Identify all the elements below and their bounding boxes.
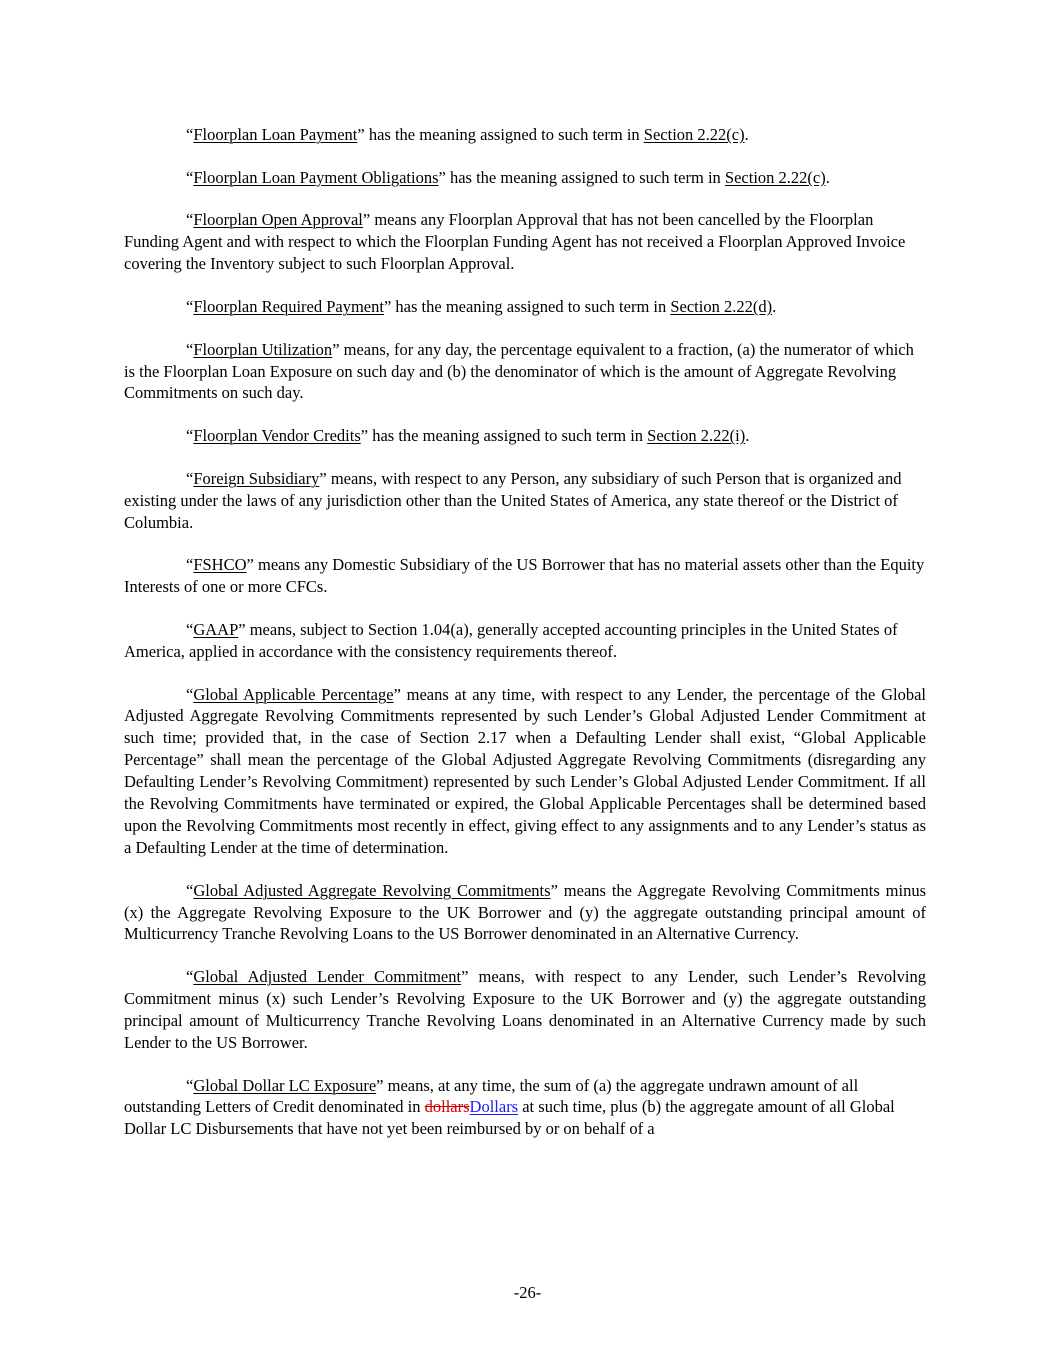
definition-text: ” has the meaning assigned to such term in (438, 167, 725, 187)
definition-text: ” means, for any day, the percentage equivalent to a fraction, (a) the numerator of which is the Floorplan Loan Exposure on such day and (b) the denominator of which is the amount of Aggregate Revolving Commitments on such day. (124, 339, 914, 403)
definition-text: ” has the meaning assigned to such term in (360, 426, 648, 446)
inserted-text: Dollars (469, 1097, 519, 1117)
definition-text: ” means, with respect to any Lender, such Lender’s Revolving Commitment minus (x) such Lender’s Revolving Exposure to the UK Borrower and (y) the aggregate outstanding principal amount of Multicurrency Tranche Revolving Loans denominated in an Alternative Currency made by such Lender to the US Borrower. (124, 967, 926, 1052)
defined-term: Foreign Subsidiary (193, 468, 320, 488)
defined-term: GAAP (193, 619, 239, 639)
definition-floorplan-loan-payment: “Floorplan Loan Payment” has the meaning assigned to such term in Section 2.22(c). (186, 125, 749, 144)
definition-text: ” means at any time, with respect to any Lender, the percentage of the Global Adjusted Aggregate Revolving Commitments represented by such Lender’s Global Adjusted Lender Commitment at such time; provided that, in the case of Section 2.17 when a Defaulting Lender shall exist, “Global Applicable Percentage” shall mean the percentage of the Global Adjusted Aggregate Revolving Commitments (disregarding any Defaulting Lender’s Revolving Commitment) represented by such Lender’s Global Adjusted Lender Commitment. If all the Revolving Commitments have terminated or expired, the Global Applicable Percentages shall be determined based upon the Revolving Commitments most recently in effect, giving effect to any assignments and to any Lender’s status as a Defaulting Lender at the time of determination. (124, 684, 926, 857)
defined-term: Floorplan Open Approval (193, 210, 363, 230)
definition-text: . (772, 296, 777, 316)
document-body (124, 124, 926, 1161)
section-reference: Section 2.22(i) (647, 426, 746, 446)
definition-text: ” means, at any time, the sum of (a) the aggregate undrawn amount of all outstanding Letters of Credit denominated in (124, 1075, 859, 1117)
defined-term: Global Applicable Percentage (193, 684, 394, 704)
definition-floorplan-vendor-credits: “Floorplan Vendor Credits” has the meaning assigned to such term in Section 2.22(i). (186, 426, 750, 446)
defined-term: Global Adjusted Aggregate Revolving Commitments (193, 880, 551, 900)
definition-text: ” has the meaning assigned to such term in (357, 125, 644, 144)
definition-foreign-subsidiary: “Foreign Subsidiary” means, with respect to any Person, any subsidiary of such Person that is organized and existing under the laws of any jurisdiction other than the United States of America, any state thereof or the District of Columbia. (124, 468, 902, 532)
section-reference: Section 2.22(d) (670, 296, 773, 316)
definition-text: at such time, plus (b) the aggregate amount of all Global Dollar LC Disbursements that have not yet been reimbursed by or on behalf of a (124, 1097, 895, 1139)
definition-fshco: “FSHCO” means any Domestic Subsidiary of the US Borrower that has no material assets other than the Equity Interests of one or more CFCs. (124, 555, 925, 597)
page-number: -26- (513, 1283, 542, 1302)
definition-text: ” means the Aggregate Revolving Commitments minus (x) the Aggregate Revolving Exposure to the UK Borrower and (y) the aggregate outstanding principal amount of Multicurrency Tranche Revolving Loans to the US Borrower denominated in an Alternative Currency. (124, 880, 926, 944)
definition-text: ” means, with respect to any Person, any subsidiary of such Person that is organized and existing under the laws of any jurisdiction other than the United States of America, any state thereof or the District of Columbia. (124, 468, 902, 532)
defined-term: Floorplan Loan Payment (193, 125, 358, 144)
definition-text: ” means, subject to Section 1.04(a), generally accepted accounting principles in the United States of America, applied in accordance with the consistency requirements thereof. (124, 619, 898, 661)
definition-text: . (744, 125, 749, 144)
defined-term: Floorplan Required Payment (193, 296, 384, 316)
definition-text: ” has the meaning assigned to such term in (383, 296, 671, 316)
definition-global-applicable-percentage: “Global Applicable Percentage” means at any time, with respect to any Lender, the percentage of the Global Adjusted Aggregate Revolving Commitments represented by such Lender’s Global Adjusted Lender Commitment at such time; provided that, in the case of Section 2.17 when a Defaulting Lender shall exist, “Global Applicable Percentage” shall mean the percentage of the Global Adjusted Aggregate Revolving Commitments (disregarding any Defaulting Lender’s Revolving Commitment) represented by such Lender’s Global Adjusted Lender Commitment. If all the Revolving Commitments have terminated or expired, the Global Applicable Percentages shall be determined based upon the Revolving Commitments most recently in effect, giving effect to any assignments and to any Lender’s status as a Defaulting Lender at the time of determination. (124, 684, 926, 857)
defined-term: FSHCO (193, 555, 247, 575)
definition-global-dollar-lc-exposure: “Global Dollar LC Exposure” means, at any time, the sum of (a) the aggregate undrawn amount of all outstanding Letters of Credit denominated in dollarsDollars at such time, plus (b) the aggregate amount of all Global Dollar LC Disbursements that have not yet been reimbursed by or on behalf of a (124, 1075, 895, 1139)
definition-global-adjusted-aggregate-revolving-commitments: “Global Adjusted Aggregate Revolving Commitments” means the Aggregate Revolving Commitments minus (x) the Aggregate Revolving Exposure to the UK Borrower and (y) the aggregate outstanding principal amount of Multicurrency Tranche Revolving Loans to the US Borrower denominated in an Alternative Currency. (124, 880, 926, 944)
defined-term: Floorplan Vendor Credits (193, 426, 361, 446)
definition-text: ” means any Floorplan Approval that has not been cancelled by the Floorplan Funding Agent and with respect to which the Floorplan Funding Agent has not received a Floorplan Approved Invoice covering the Inventory subject to such Floorplan Approval. (124, 210, 906, 274)
defined-term: Floorplan Utilization (193, 339, 333, 359)
definition-text: ” means any Domestic Subsidiary of the US Borrower that has no material assets other than the Equity Interests of one or more CFCs. (124, 555, 925, 597)
definition-text: . (745, 426, 750, 446)
definition-floorplan-required-payment: “Floorplan Required Payment” has the meaning assigned to such term in Section 2.22(d). (186, 296, 777, 316)
definition-gaap: “GAAP” means, subject to Section 1.04(a), generally accepted accounting principles in the United States of America, applied in accordance with the consistency requirements thereof. (124, 619, 898, 661)
definition-text: . (825, 167, 830, 187)
definition-floorplan-open-approval: “Floorplan Open Approval” means any Floorplan Approval that has not been cancelled by the Floorplan Funding Agent and with respect to which the Floorplan Funding Agent has not received a Floorplan Approved Invoice covering the Inventory subject to such Floorplan Approval. (124, 210, 906, 274)
definition-global-adjusted-lender-commitment: “Global Adjusted Lender Commitment” means, with respect to any Lender, such Lender’s Revolving Commitment minus (x) such Lender’s Revolving Exposure to the UK Borrower and (y) the aggregate outstanding principal amount of Multicurrency Tranche Revolving Loans denominated in an Alternative Currency made by such Lender to the US Borrower. (124, 967, 926, 1052)
definition-floorplan-loan-payment-obligations: “Floorplan Loan Payment Obligations” has the meaning assigned to such term in Section 2.22(c). (186, 167, 830, 187)
definition-floorplan-utilization: “Floorplan Utilization” means, for any day, the percentage equivalent to a fraction, (a) the numerator of which is the Floorplan Loan Exposure on such day and (b) the denominator of which is the amount of Aggregate Revolving Commitments on such day. (124, 339, 914, 403)
defined-term: Global Adjusted Lender Commitment (193, 967, 462, 987)
section-reference: Section 2.22(c) (643, 125, 745, 144)
section-reference: Section 2.22(c) (724, 167, 826, 187)
defined-term: Floorplan Loan Payment Obligations (193, 167, 439, 187)
defined-term: Global Dollar LC Exposure (193, 1075, 377, 1095)
deleted-text: dollars (424, 1097, 470, 1117)
